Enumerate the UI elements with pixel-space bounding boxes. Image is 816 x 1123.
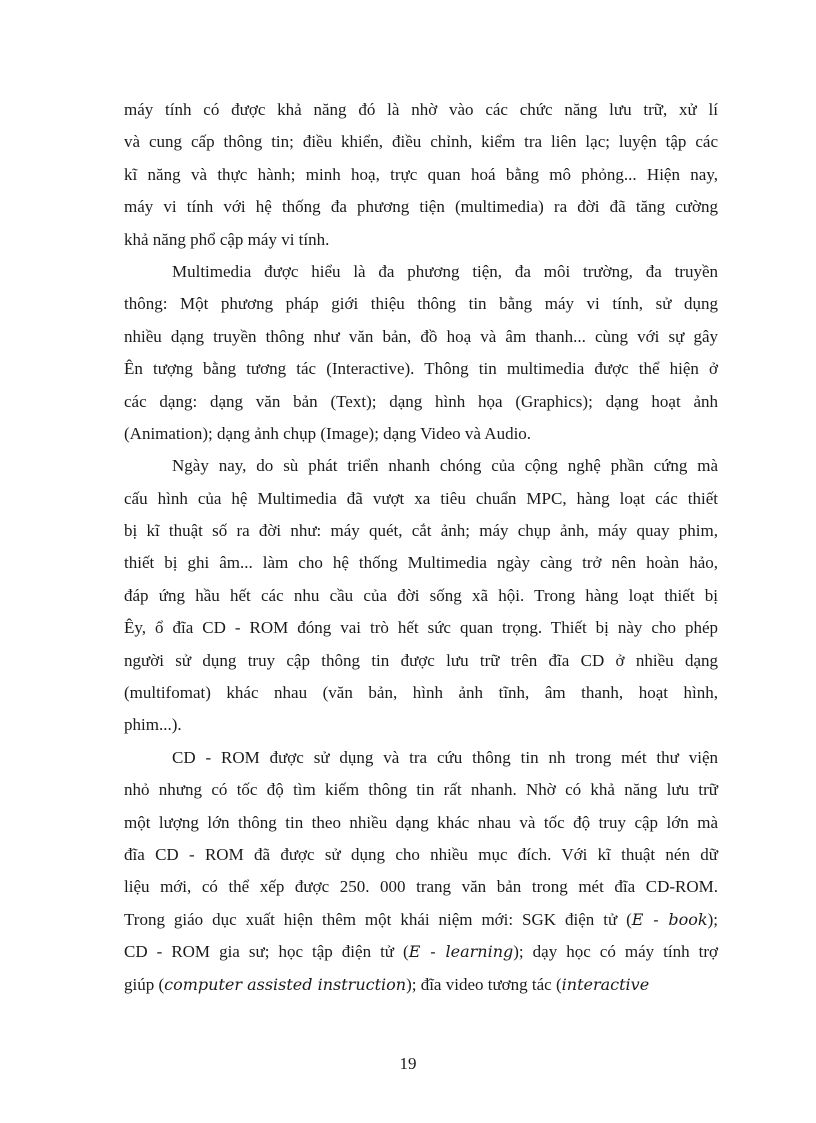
paragraph-4-line-6 (124, 904, 718, 936)
paragraph-3-line-7: người sử dụng truy cập thông tin được lưu trữ trên đĩa CD ở nhiều dạng (124, 650, 718, 670)
paragraph-2-line-6: (Animation); dạng ảnh chụp (Image); dạng Video và Audio. (124, 423, 532, 443)
line-6-italic-term: E - book (631, 909, 708, 929)
paragraph-3-line-5: đáp ứng hầu hết các nhu cầu của đời sống xã hội. Trong hàng loạt thiết bị (124, 585, 718, 605)
paragraph-2-line-3: nhiều dạng truyền thông như văn bản, đồ hoạ và âm thanh... cùng với sự gây (124, 326, 718, 346)
paragraph-4-line-4: đĩa CD - ROM đã được sử dụng cho nhiều mục đích. Với kĩ thuật nén dữ (124, 844, 718, 864)
paragraph-1-line-1: máy tính có được khả năng đó là nhờ vào các chức năng lưu trữ, xử lí (124, 100, 718, 119)
body-text (124, 94, 718, 1001)
line-7-italic-term: E - learning (408, 942, 514, 962)
paragraph-2-line-2: thông: Một phương pháp giới thiệu thông tin bằng máy vi tính, sử dụng (124, 294, 718, 314)
paragraph-3-line-4: thiết bị ghi âm... làm cho hệ thống Multimedia ngày càng trở nên hoàn hảo, (124, 553, 718, 573)
paragraph-2-line-5: các dạng: dạng văn bản (Text); dạng hình họa (Graphics); dạng hoạt ảnh (124, 391, 718, 411)
page-number: 19 (399, 1054, 417, 1073)
line-8-italic-term: computer assisted instruction (164, 974, 407, 994)
paragraph-4-line-7 (124, 936, 718, 968)
paragraph-3-line-8: (multifomat) khác nhau (văn bản, hình ảnh tĩnh, âm thanh, hoạt hình, (124, 683, 718, 703)
line-7-text-b: ); dạy học có máy tính trợ (513, 942, 719, 962)
paragraph-1-line-5: khả năng phổ cập máy vi tính. (124, 229, 330, 249)
line-8-italic-term-2: interactive (561, 974, 650, 994)
paragraph-3-line-2: cấu hình của hệ Multimedia đã vượt xa tiêu chuẩn MPC, hàng loạt các thiết (124, 488, 718, 508)
line-8-text-a: giúp ( (124, 974, 165, 994)
paragraph-4-line-1: CD - ROM được sử dụng và tra cứu thông tin nh trong mét thư viện (172, 747, 718, 767)
paragraph-4-line-2: nhỏ nhưng có tốc độ tìm kiếm thông tin rất nhanh. Nhờ có khả năng lưu trữ (124, 780, 718, 800)
line-6-text-b: ); (707, 909, 718, 929)
paragraph-1-line-4: máy vi tính với hệ thống đa phương tiện (multimedia) ra đời đã tăng cường (124, 197, 718, 217)
paragraph-1-line-2: và cung cấp thông tin; điều khiển, điều chỉnh, kiểm tra liên lạc; luyện tập các (124, 132, 718, 152)
paragraph-4-line-3: một lượng lớn thông tin theo nhiều dạng khác nhau và tốc độ truy cập lớn mà (124, 812, 718, 832)
paragraph-2-line-1: Multimedia được hiểu là đa phương tiện, đa môi trường, đa truyền (172, 261, 718, 281)
line-6-text-a: Trong giáo dục xuất hiện thêm một khái niệm mới: SGK điện tử ( (124, 909, 632, 929)
paragraph-4-line-8 (124, 969, 718, 1001)
line-8-text-b: ); đĩa video tương tác ( (406, 974, 562, 994)
paragraph-3-line-6: Êy, ổ đĩa CD - ROM đóng vai trò hết sức quan trọng. Thiết bị này cho phép (124, 618, 718, 638)
line-7-text-a: CD - ROM gia sư; học tập điện tử ( (124, 942, 409, 962)
paragraph-4-line-5: liệu mới, có thể xếp được 250. 000 trang văn bản trong mét đĩa CD-ROM. (124, 877, 718, 897)
paragraph-3-line-9: phim...). (124, 715, 182, 735)
paragraph-3-line-3: bị kĩ thuật số ra đời như: máy quét, cắt ảnh; máy chụp ảnh, máy quay phim, (124, 521, 718, 541)
paragraph-3-line-1: Ngày nay, do sù phát triển nhanh chóng của cộng nghệ phần cứng mà (172, 456, 718, 476)
paragraph-1-line-3: kĩ năng và thực hành; minh hoạ, trực quan hoá bằng mô phỏng... Hiện nay, (124, 164, 718, 184)
paragraph-2-line-4: Ên tượng bằng tương tác (Interactive). Thông tin multimedia được thể hiện ở (124, 359, 718, 379)
